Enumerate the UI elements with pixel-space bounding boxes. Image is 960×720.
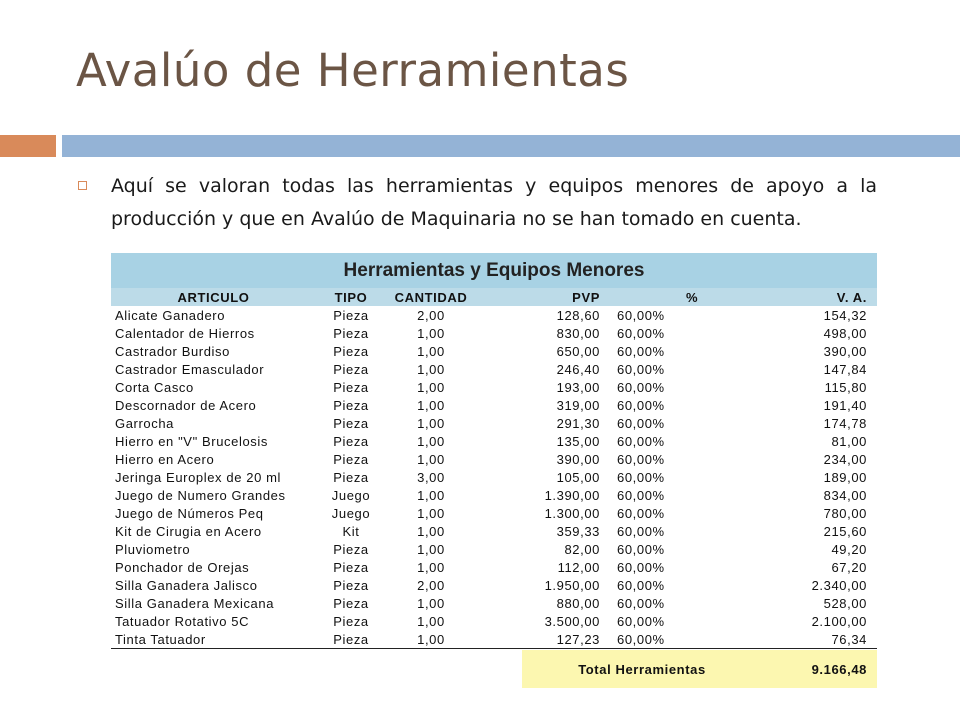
cell-pct: 60,00% [617,415,665,431]
cell-pvp: 112,00 [557,559,600,575]
cell-pvp: 246,40 [556,361,600,377]
table-row [111,432,877,450]
cell-pct: 60,00% [617,559,665,575]
cell-articulo: Castrador Burdiso [115,343,230,359]
total-value: 9.166,48 [811,661,867,677]
cell-pct: 60,00% [617,487,665,503]
cell-pvp: 1.950,00 [544,577,600,593]
cell-pvp: 3.500,00 [544,613,600,629]
cell-pct: 60,00% [617,307,665,323]
cell-articulo: Ponchador de Orejas [115,559,250,575]
cell-cantidad: 1,00 [417,451,445,467]
cell-articulo: Juego de Numero Grandes [115,487,286,503]
cell-pct: 60,00% [617,541,665,557]
cell-cantidad: 3,00 [417,469,445,485]
cell-pct: 60,00% [617,523,665,539]
cell-pvp: 319,00 [556,397,600,413]
header-articulo: ARTICULO [177,289,250,305]
cell-tipo: Pieza [333,559,369,575]
square-bullet-icon [78,181,87,190]
table-bottom-border [111,648,877,649]
table-row [111,324,877,342]
table-row [111,540,877,558]
cell-pct: 60,00% [617,469,665,485]
cell-pvp: 1.390,00 [544,487,600,503]
cell-cantidad: 1,00 [417,559,445,575]
cell-va: 67,20 [831,559,867,575]
cell-tipo: Pieza [333,307,369,323]
header-tipo: TIPO [334,289,368,305]
cell-tipo: Pieza [333,469,369,485]
cell-cantidad: 1,00 [417,325,445,341]
cell-pvp: 359,33 [556,523,600,539]
cell-pvp: 193,00 [556,379,600,395]
table-row [111,306,877,324]
cell-pct: 60,00% [617,595,665,611]
cell-tipo: Pieza [333,397,369,413]
header-pct: % [686,289,699,305]
table-row [111,612,877,630]
cell-pvp: 1.300,00 [544,505,600,521]
cell-va: 528,00 [823,595,867,611]
cell-pct: 60,00% [617,433,665,449]
cell-tipo: Pieza [333,433,369,449]
cell-tipo: Pieza [333,613,369,629]
cell-articulo: Corta Casco [115,379,194,395]
cell-cantidad: 1,00 [417,379,445,395]
cell-cantidad: 1,00 [417,343,445,359]
cell-pvp: 880,00 [556,595,600,611]
cell-tipo: Juego [331,505,371,521]
cell-tipo: Pieza [333,379,369,395]
cell-va: 174,78 [823,415,867,431]
cell-articulo: Tatuador Rotativo 5C [115,613,250,629]
cell-articulo: Juego de Números Peq [115,505,264,521]
header-cantidad: CANTIDAD [394,289,468,305]
cell-articulo: Hierro en Acero [115,451,215,467]
bullet-text: Aquí se valoran todas las herramientas y equipos menores de apoyo a la producción y que en Avalúo de Maquinaria no se han tomado en cuenta. [111,175,877,230]
cell-tipo: Juego [331,487,371,503]
cell-pct: 60,00% [617,613,665,629]
cell-cantidad: 1,00 [417,361,445,377]
cell-pct: 60,00% [617,379,665,395]
cell-cantidad: 1,00 [417,487,445,503]
cell-va: 147,84 [823,361,867,377]
cell-pvp: 650,00 [556,343,600,359]
cell-va: 49,20 [831,541,867,557]
table-row [111,576,877,594]
cell-va: 234,00 [823,451,867,467]
cell-articulo: Garrocha [115,415,174,431]
cell-tipo: Pieza [333,343,369,359]
table-row [111,342,877,360]
cell-articulo: Kit de Cirugia en Acero [115,523,262,539]
cell-tipo: Pieza [333,415,369,431]
header-va: V. A. [836,289,867,305]
cell-va: 780,00 [823,505,867,521]
table-row [111,468,877,486]
cell-va: 191,40 [823,397,867,413]
cell-tipo: Pieza [333,541,369,557]
table-row [111,594,877,612]
cell-pct: 60,00% [617,397,665,413]
cell-pct: 60,00% [617,631,665,647]
cell-pct: 60,00% [617,577,665,593]
cell-va: 2.340,00 [811,577,867,593]
cell-pct: 60,00% [617,325,665,341]
cell-cantidad: 1,00 [417,433,445,449]
total-label: Total Herramientas [578,661,706,677]
table-row [111,378,877,396]
cell-tipo: Pieza [333,577,369,593]
cell-pct: 60,00% [617,505,665,521]
cell-cantidad: 1,00 [417,505,445,521]
tools-table [111,253,877,649]
table-row [111,558,877,576]
table-row [111,450,877,468]
cell-va: 81,00 [831,433,867,449]
cell-articulo: Hierro en "V" Brucelosis [115,433,268,449]
cell-va: 215,60 [823,523,867,539]
cell-pct: 60,00% [617,343,665,359]
cell-va: 2.100,00 [811,613,867,629]
accent-bar-orange [0,135,56,157]
cell-va: 498,00 [823,325,867,341]
cell-articulo: Castrador Emasculador [115,361,265,377]
cell-cantidad: 1,00 [417,523,445,539]
cell-va: 76,34 [831,631,867,647]
cell-articulo: Descornador de Acero [115,397,257,413]
cell-cantidad: 2,00 [417,577,445,593]
cell-va: 834,00 [823,487,867,503]
cell-articulo: Pluviometro [115,541,191,557]
table-row [111,396,877,414]
cell-pvp: 105,00 [556,469,600,485]
cell-pvp: 127,23 [556,631,600,647]
cell-cantidad: 1,00 [417,613,445,629]
accent-bar-blue [62,135,960,157]
cell-tipo: Pieza [333,361,369,377]
cell-pvp: 390,00 [556,451,600,467]
cell-cantidad: 1,00 [417,397,445,413]
table-row [111,504,877,522]
table-body [111,306,877,648]
cell-pvp: 135,00 [556,433,600,449]
cell-tipo: Pieza [333,451,369,467]
cell-articulo: Tinta Tatuador [115,631,206,647]
cell-tipo: Kit [342,523,360,539]
cell-cantidad: 1,00 [417,631,445,647]
cell-va: 189,00 [823,469,867,485]
table-row [111,486,877,504]
header-pvp: PVP [572,289,600,305]
cell-cantidad: 1,00 [417,415,445,431]
cell-cantidad: 2,00 [417,307,445,323]
cell-tipo: Pieza [333,325,369,341]
cell-va: 115,80 [824,379,867,395]
cell-cantidad: 1,00 [417,541,445,557]
table-row [111,630,877,648]
cell-pvp: 830,00 [556,325,600,341]
slide-title: Avalúo de Herramientas [76,44,630,97]
cell-pvp: 291,30 [556,415,600,431]
total-box [522,650,877,688]
cell-articulo: Alicate Ganadero [115,307,226,323]
cell-pct: 60,00% [617,361,665,377]
cell-articulo: Silla Ganadera Jalisco [115,577,258,593]
cell-articulo: Jeringa Europlex de 20 ml [115,469,282,485]
table-title: Herramientas y Equipos Menores [111,253,877,288]
table-row [111,414,877,432]
cell-pvp: 128,60 [556,307,600,323]
cell-articulo: Silla Ganadera Mexicana [115,595,275,611]
cell-tipo: Pieza [333,595,369,611]
cell-va: 390,00 [823,343,867,359]
table-row [111,360,877,378]
cell-tipo: Pieza [333,631,369,647]
cell-pvp: 82,00 [564,541,600,557]
cell-articulo: Calentador de Hierros [115,325,255,341]
table-row [111,522,877,540]
cell-pct: 60,00% [617,451,665,467]
cell-va: 154,32 [823,307,867,323]
table-header-row [111,288,877,306]
cell-cantidad: 1,00 [417,595,445,611]
